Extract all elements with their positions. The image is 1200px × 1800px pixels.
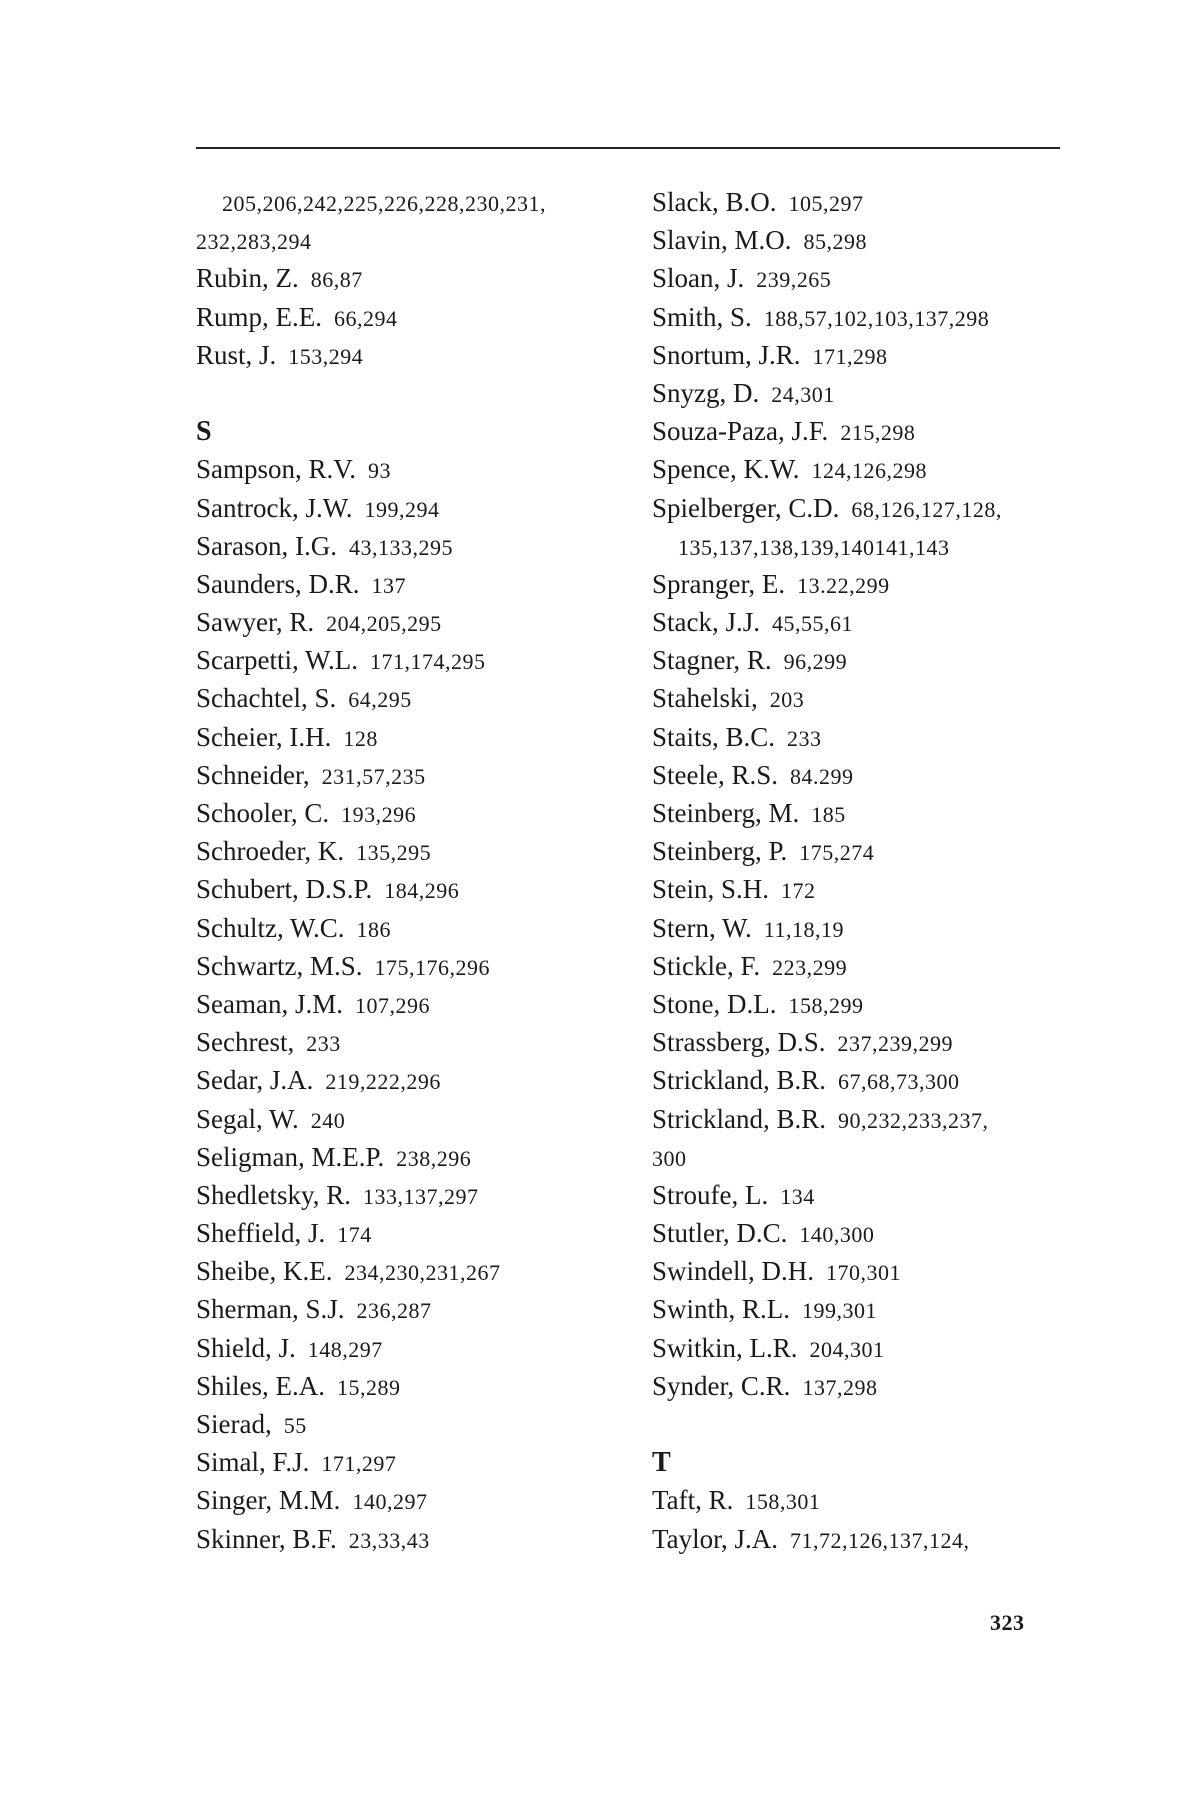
index-entry [652,679,1082,717]
index-pages: 153,294 [288,343,364,369]
index-entry [196,1290,626,1328]
index-entry [652,756,1082,794]
index-name: Sedar, J.A. [196,1065,314,1096]
index-entry [196,718,626,756]
index-entry [652,947,1082,985]
index-name: Taft, R. [652,1485,734,1516]
index-entry [196,1481,626,1519]
index-pages: 172 [781,878,816,904]
index-entry [196,641,626,679]
index-pages: 175,274 [799,840,875,866]
index-entry [652,870,1082,908]
index-pages: 67,68,73,300 [838,1069,960,1095]
index-name: Simal, F.J. [196,1447,310,1478]
index-pages: 219,222,296 [325,1069,441,1095]
index-entry [652,183,1082,221]
section-heading [652,1443,1082,1481]
index-name: Strassberg, D.S. [652,1027,826,1058]
index-pages: 188,57,102,103,137,298 [763,305,990,331]
index-pages: 186 [356,916,392,942]
index-entry [652,1367,1082,1405]
index-pages: 185 [811,802,846,827]
index-entry [652,1061,1082,1099]
index-pages: 184,296 [384,878,460,904]
index-pages: 68,126,127,128, [851,496,1002,522]
index-pages: 231,57,235 [321,763,426,789]
index-continuation [196,183,626,221]
index-name: Steinberg, M. [652,798,800,828]
index-entry [652,298,1082,336]
index-name: Slack, B.O. [652,187,777,217]
index-entry [652,1290,1082,1328]
index-name: Spence, K.W. [652,454,800,485]
index-name: Steele, R.S. [652,759,778,790]
index-name: Sherman, S.J. [196,1294,345,1325]
index-pages: 175,176,296 [374,954,490,980]
index-pages: 64,295 [348,687,412,713]
index-entry [652,1252,1082,1290]
index-entry [196,794,626,832]
index-pages: 199,294 [364,496,440,522]
index-pages: 199,301 [802,1298,878,1324]
index-name: Schubert, D.S.P. [196,874,373,905]
index-entry [652,1100,1082,1138]
index-name: Schachtel, S. [196,683,337,714]
index-name: Segal, W. [196,1103,299,1134]
index-pages: 223,299 [772,954,848,980]
index-name: Skinner, B.F. [196,1523,337,1554]
index-entry [652,603,1082,641]
index-pages: 174 [337,1222,372,1248]
index-column-right [652,183,1082,1558]
index-name: Schneider, [196,759,310,790]
index-name: Taylor, J.A. [652,1523,779,1554]
index-entry [196,1443,626,1481]
index-pages: 148,297 [307,1336,383,1362]
index-pages: 107,296 [354,992,430,1018]
index-entry [196,298,626,336]
index-name: Scarpetti, W.L. [196,645,358,676]
index-name: Singer, M.M. [196,1485,341,1516]
index-entry [196,1100,626,1138]
index-name: Shiles, E.A. [196,1370,326,1401]
index-name: Sawyer, R. [196,607,315,638]
blank-line [196,374,626,412]
index-entry [652,985,1082,1023]
index-name: Synder, C.R. [652,1370,791,1401]
index-pages: 232,283,294 [196,229,312,255]
index-pages: 237,239,299 [837,1031,954,1057]
index-pages: 66,294 [334,305,398,331]
index-entry [652,1481,1082,1519]
index-name: Snyzg, D. [652,377,760,408]
index-entry [652,794,1082,832]
index-name: Rust, J. [196,339,277,370]
index-entry [652,1520,1082,1558]
index-pages: 90,232,233,237, [838,1107,989,1133]
index-entry [196,679,626,717]
index-name: Saunders, D.R. [196,568,360,599]
index-pages: 128 [343,725,378,751]
index-entry [652,374,1082,412]
index-name: Sampson, R.V. [196,454,357,485]
section-letter: S [196,416,212,448]
index-pages: 158,299 [788,992,864,1018]
index-pages: 93 [368,458,392,484]
index-entry [196,489,626,527]
index-name: Smith, S. [652,301,752,332]
index-entry [652,909,1082,947]
index-name: Spranger, E. [652,568,786,599]
index-entry [652,832,1082,870]
index-entry [652,259,1082,297]
index-pages: 84.299 [790,763,854,789]
index-pages: 204,205,295 [326,611,442,637]
index-name: Stern, W. [652,912,752,943]
index-name: Scheier, I.H. [196,721,332,752]
index-entry [196,259,626,297]
index-entry [196,832,626,870]
index-pages: 140,297 [352,1489,428,1515]
index-pages: 96,299 [783,649,848,675]
index-name: Stack, J.J. [652,607,760,638]
index-pages: 105,297 [788,191,864,216]
top-rule [196,147,1060,149]
index-column-left [196,183,626,1558]
index-pages: 140,300 [799,1222,875,1248]
index-pages: 13.22,299 [797,572,890,598]
index-name: Schooler, C. [196,798,330,828]
index-continuation [652,527,1082,565]
index-continuation [652,1138,1082,1176]
index-name: Souza-Paza, J.F. [652,416,829,447]
blank-line [652,1405,1082,1443]
index-entry [652,336,1082,374]
index-entry [196,756,626,794]
index-entry [196,870,626,908]
index-pages: 85,298 [803,229,868,255]
index-name: Santrock, J.W. [196,492,353,523]
index-pages: 300 [652,1145,687,1171]
index-pages: 238,296 [396,1145,472,1171]
index-name: Staits, B.C. [652,721,776,752]
index-pages: 233 [787,725,822,751]
index-pages: 23,33,43 [348,1527,430,1553]
index-pages: 43,133,295 [348,534,453,560]
index-name: Stone, D.L. [652,988,777,1019]
index-entry [196,985,626,1023]
index-entry [652,1023,1082,1061]
index-name: Stroufe, L. [652,1179,769,1210]
index-pages: 134 [780,1183,815,1209]
index-name: Strickland, B.R. [652,1065,826,1096]
index-name: Stutler, D.C. [652,1218,788,1249]
index-pages: 215,298 [840,420,916,446]
index-name: Strickland, B.R. [652,1103,826,1134]
index-name: Seaman, J.M. [196,988,343,1019]
index-entry [196,1061,626,1099]
index-pages: 135,295 [356,840,432,866]
index-name: Rump, E.E. [196,301,322,332]
index-pages: 158,301 [745,1489,821,1515]
index-entry [196,947,626,985]
index-entry [652,450,1082,488]
index-name: Schultz, W.C. [196,912,345,943]
index-pages: 171,297 [321,1451,397,1477]
index-name: Sarason, I.G. [196,530,337,561]
index-name: Seligman, M.E.P. [196,1141,385,1172]
index-name: Steinberg, P. [652,836,788,867]
index-pages: 239,265 [756,267,832,293]
index-entry [196,565,626,603]
index-name: Sheffield, J. [196,1218,326,1249]
index-name: Spielberger, C.D. [652,492,840,523]
index-pages: 203 [769,687,805,713]
index-pages: 45,55,61 [772,611,853,637]
index-entry [196,450,626,488]
index-name: Stahelski, [652,683,758,714]
index-name: Schroeder, K. [196,836,345,867]
index-pages: 124,126,298 [811,458,927,484]
index-entry [196,1252,626,1290]
index-pages: 24,301 [771,381,835,407]
index-name: Sechrest, [196,1027,295,1058]
page-number: 323 [990,1610,1025,1635]
index-name: Sierad, [196,1409,272,1439]
index-entry [196,603,626,641]
index-name: Swindell, D.H. [652,1256,814,1287]
section-heading [196,412,626,450]
index-name: Rubin, Z. [196,263,299,294]
index-entry [196,1023,626,1061]
index-entry [196,1214,626,1252]
index-pages: 15,289 [337,1374,401,1400]
index-pages: 137 [371,572,406,598]
index-entry [652,489,1082,527]
index-name: Stickle, F. [652,950,761,981]
index-entry [652,1214,1082,1252]
index-pages: 236,287 [356,1298,432,1324]
index-entry [652,1329,1082,1367]
index-entry [196,336,626,374]
index-pages: 234,230,231,267 [344,1260,501,1286]
section-letter: T [652,1447,671,1479]
index-pages: 86,87 [310,267,363,293]
index-entry [652,221,1082,259]
index-pages: 135,137,138,139,140141,143 [678,534,950,560]
index-entry [196,1367,626,1405]
index-name: Sheibe, K.E. [196,1256,333,1287]
index-pages: 170,301 [826,1260,901,1286]
index-pages: 240 [310,1107,346,1133]
index-pages: 193,296 [341,802,417,827]
index-name: Snortum, J.R. [652,339,801,370]
index-entry [196,1405,626,1443]
index-name: Schwartz, M.S. [196,950,363,981]
index-entry [196,527,626,565]
index-pages: 137,298 [802,1374,878,1400]
index-name: Slavin, M.O. [652,225,792,256]
index-entry [196,1176,626,1214]
index-name: Swinth, R.L. [652,1294,791,1325]
index-pages: 205,206,242,225,226,228,230,231, [222,191,546,216]
index-entry [652,1176,1082,1214]
index-pages: 71,72,126,137,124, [790,1527,970,1553]
index-pages: 171,298 [812,343,888,369]
index-name: Switkin, L.R. [652,1332,798,1363]
index-entry [196,1329,626,1367]
index-entry [196,1520,626,1558]
index-name: Stagner, R. [652,645,772,676]
index-name: Sloan, J. [652,263,745,294]
index-entry [652,641,1082,679]
index-name: Shedletsky, R. [196,1179,351,1210]
index-pages: 11,18,19 [763,916,844,942]
index-entry [196,909,626,947]
index-entry [196,1138,626,1176]
index-name: Shield, J. [196,1332,296,1363]
index-pages: 233 [306,1031,341,1057]
index-pages: 171,174,295 [369,649,486,675]
index-continuation [196,221,626,259]
index-entry [652,412,1082,450]
index-pages: 55 [283,1413,307,1438]
index-pages: 133,137,297 [363,1183,479,1209]
index-entry [652,565,1082,603]
index-entry [652,718,1082,756]
index-name: Stein, S.H. [652,874,770,905]
index-pages: 204,301 [809,1336,885,1362]
